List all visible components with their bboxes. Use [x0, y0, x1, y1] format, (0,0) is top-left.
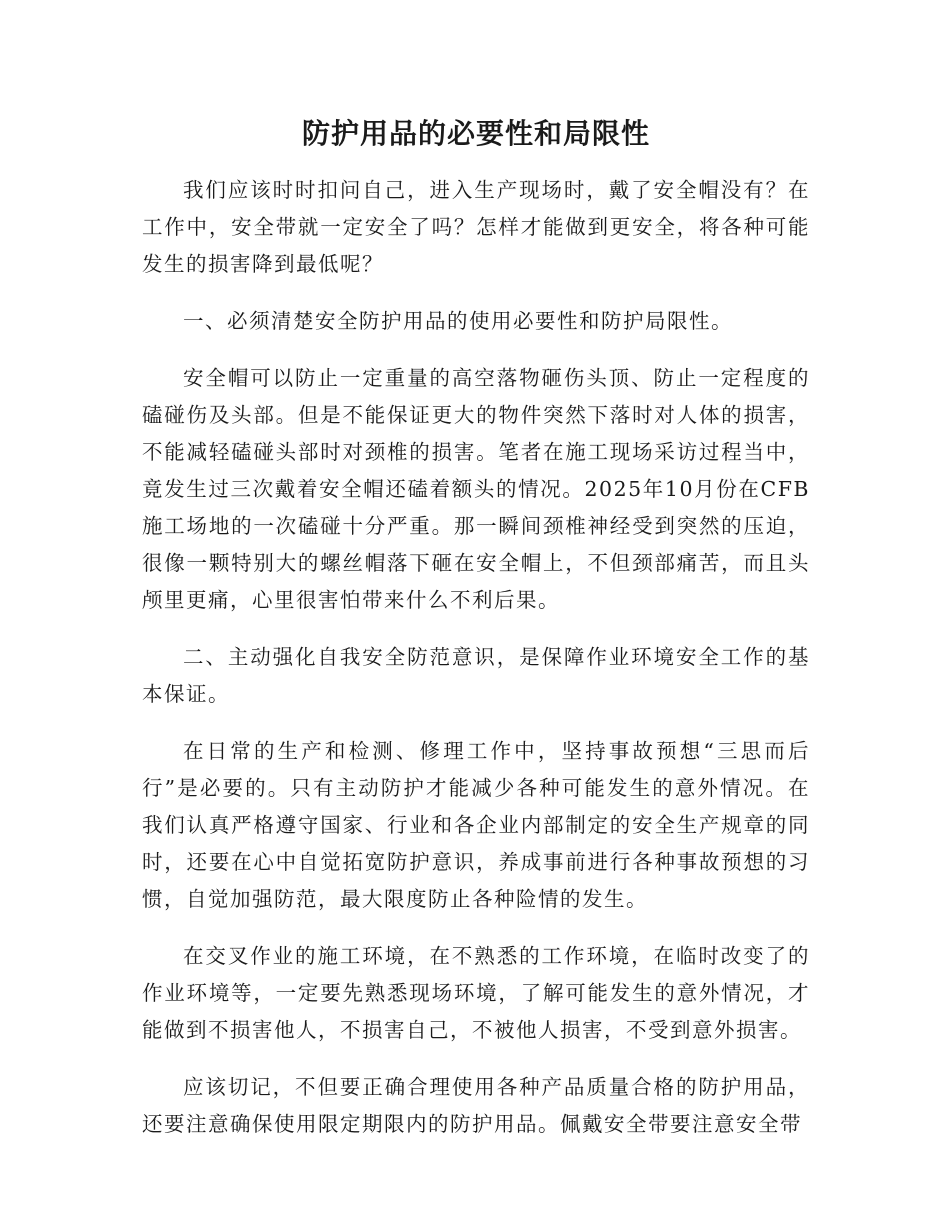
paragraph-daily-work: 在日常的生产和检测、修理工作中，坚持事故预想“三思而后行”是必要的。只有主动防护才能减少各种可能发生的意外情况。在我们认真严格遵守国家、行业和各企业内部制定的安全生产规章的同时，还要在心中自觉拓宽防护意识，养成事前进行各种事故预想的习惯，自觉加强防范，最大限度防止各种险情的发生。: [142, 739, 810, 911]
document-page: [142, 110, 810, 1163]
paragraph-intro: 我们应该时时扣问自己，进入生产现场时，戴了安全帽没有？在工作中，安全带就一定安全了吗？怎样才能做到更安全，将各种可能发生的损害降到最低呢？: [142, 178, 810, 276]
paragraph-section-1-heading: 一、必须清楚安全防护用品的使用必要性和防护局限性。: [183, 309, 733, 333]
paragraph-remember: 应该切记，不但要正确合理使用各种产品质量合格的防护用品，还要注意确保使用限定期限内的防护用品。佩戴安全带要注意安全带: [142, 1075, 810, 1136]
paragraph-cross-operation: 在交叉作业的施工环境，在不熟悉的工作环境，在临时改变了的作业环境等，一定要先熟悉现场环境，了解可能发生的意外情况，才能做到不损害他人，不损害自己，不被他人损害，不受到意外损害。: [142, 944, 810, 1042]
paragraph-section-2-heading: 二、主动强化自我安全防范意识，是保障作业环境安全工作的基本保证。: [142, 645, 810, 706]
document-title: 防护用品的必要性和局限性: [301, 117, 650, 150]
paragraph-helmet: 安全帽可以防止一定重量的高空落物砸伤头顶、防止一定程度的磕碰伤及头部。但是不能保证更大的物件突然下落时对人体的损害，不能减轻磕碰头部时对颈椎的损害。笔者在施工现场采访过程当中，竟发生过三次戴着安全帽还磕着额头的情况。2025年10月份在CFB施工场地的一次磕碰十分严重。那一瞬间颈椎神经受到突然的压迫，很像一颗特别大的螺丝帽落下砸在安全帽上，不但颈部痛苦，而且头颅里更痛，心里很害怕带来什么不利后果。: [142, 366, 810, 612]
